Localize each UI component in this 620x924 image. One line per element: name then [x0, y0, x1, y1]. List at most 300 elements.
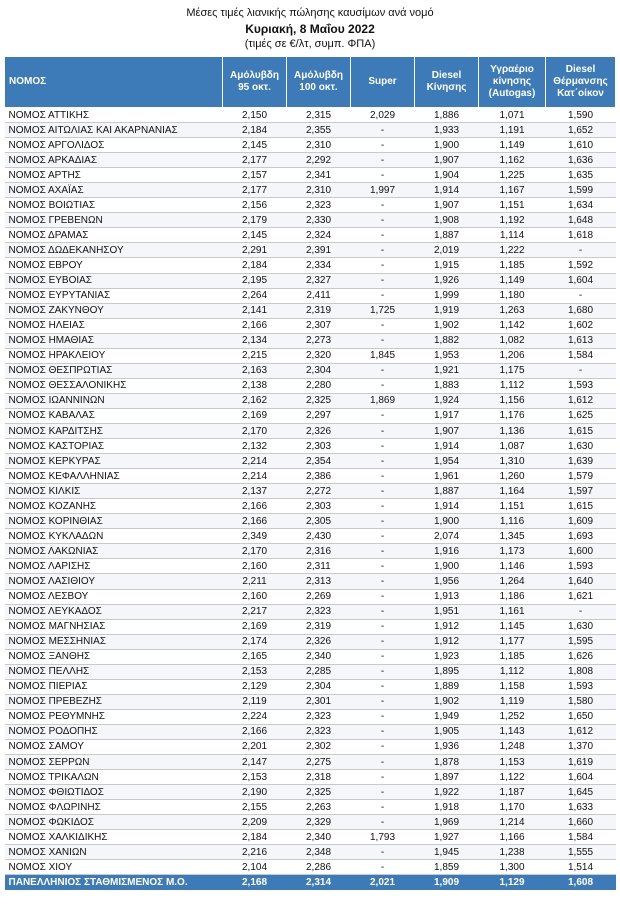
cell-unleaded-95: 2,174: [223, 634, 287, 649]
cell-unleaded-100: 2,323: [287, 724, 351, 739]
cell-nomos-name: ΝΟΜΟΣ ΡΟΔΟΠΗΣ: [5, 724, 223, 739]
cell-nomos-name: ΝΟΜΟΣ ΔΡΑΜΑΣ: [5, 228, 223, 243]
cell-heating-diesel: 1,680: [546, 303, 616, 318]
cell-heating-diesel: 1,599: [546, 183, 616, 198]
table-row: [5, 815, 616, 830]
cell-nomos-name: ΝΟΜΟΣ ΠΙΕΡΙΑΣ: [5, 679, 223, 694]
cell-super: -: [351, 604, 415, 619]
cell-super: -: [351, 529, 415, 544]
cell-autogas: 1,345: [479, 529, 546, 544]
cell-autogas: 1,071: [479, 108, 546, 123]
cell-autogas: 1,087: [479, 439, 546, 454]
cell-heating-diesel: 1,618: [546, 228, 616, 243]
cell-heating-diesel: 1,650: [546, 709, 616, 724]
table-row: [5, 845, 616, 860]
cell-heating-diesel: 1,615: [546, 499, 616, 514]
table-row: [5, 273, 616, 288]
cell-super: 2,029: [351, 108, 415, 123]
cell-diesel: 1,904: [415, 168, 479, 183]
cell-autogas: 1,158: [479, 679, 546, 694]
cell-unleaded-100: 2,302: [287, 739, 351, 754]
cell-unleaded-95: 2,184: [223, 830, 287, 845]
table-row: [5, 785, 616, 800]
cell-super: -: [351, 213, 415, 228]
table-header-row: [5, 57, 616, 108]
cell-super: -: [351, 574, 415, 589]
cell-unleaded-95: 2,349: [223, 529, 287, 544]
cell-unleaded-100: 2,323: [287, 604, 351, 619]
cell-nomos-name: ΝΟΜΟΣ ΜΕΣΣΗΝΙΑΣ: [5, 634, 223, 649]
cell-nomos-name: ΝΟΜΟΣ ΞΑΝΘΗΣ: [5, 649, 223, 664]
cell-unleaded-95: 2,291: [223, 243, 287, 258]
cell-heating-diesel: 1,609: [546, 514, 616, 529]
table-body: [5, 108, 616, 875]
cell-nomos-name: ΝΟΜΟΣ ΑΧΑΪΑΣ: [5, 183, 223, 198]
cell-unleaded-100: 2,286: [287, 860, 351, 875]
table-row: [5, 574, 616, 589]
cell-super: -: [351, 755, 415, 770]
cell-unleaded-95: 2,129: [223, 679, 287, 694]
cell-diesel: 1,956: [415, 574, 479, 589]
cell-heating-diesel: 1,592: [546, 258, 616, 273]
cell-nomos-name: ΝΟΜΟΣ ΛΑΚΩΝΙΑΣ: [5, 544, 223, 559]
table-row: [5, 694, 616, 709]
cell-autogas: 1,149: [479, 273, 546, 288]
cell-unleaded-100: 2,326: [287, 634, 351, 649]
table-row: [5, 454, 616, 469]
table-row: [5, 138, 616, 153]
cell-unleaded-100: 2,301: [287, 694, 351, 709]
cell-unleaded-95: 2,134: [223, 333, 287, 348]
cell-nomos-name: ΝΟΜΟΣ ΕΥΡΥΤΑΝΙΑΣ: [5, 288, 223, 303]
cell-autogas: 1,263: [479, 303, 546, 318]
cell-diesel: 1,908: [415, 213, 479, 228]
table-row: [5, 589, 616, 604]
cell-nomos-name: ΝΟΜΟΣ ΓΡΕΒΕΝΩΝ: [5, 213, 223, 228]
cell-diesel: 1,886: [415, 108, 479, 123]
cell-diesel: 1,907: [415, 423, 479, 438]
cell-unleaded-95: 2,264: [223, 288, 287, 303]
cell-autogas: 1,176: [479, 408, 546, 423]
cell-diesel: 1,895: [415, 664, 479, 679]
cell-heating-diesel: 1,612: [546, 724, 616, 739]
table-row: [5, 258, 616, 273]
cell-super: 1,997: [351, 183, 415, 198]
cell-super: -: [351, 243, 415, 258]
cell-unleaded-95: 2,201: [223, 739, 287, 754]
cell-unleaded-100: 2,280: [287, 378, 351, 393]
cell-autogas: 1,136: [479, 423, 546, 438]
cell-autogas: 1,166: [479, 830, 546, 845]
cell-unleaded-100: 2,305: [287, 514, 351, 529]
cell-nomos-name: ΝΟΜΟΣ ΑΡΚΑΔΙΑΣ: [5, 153, 223, 168]
cell-nomos-name: ΝΟΜΟΣ ΚΑΣΤΟΡΙΑΣ: [5, 439, 223, 454]
average-diesel: 1,909: [415, 875, 479, 891]
cell-nomos-name: ΝΟΜΟΣ ΡΕΘΥΜΝΗΣ: [5, 709, 223, 724]
cell-diesel: 1,999: [415, 288, 479, 303]
cell-diesel: 1,922: [415, 785, 479, 800]
cell-super: -: [351, 288, 415, 303]
table-row: [5, 439, 616, 454]
cell-diesel: 1,924: [415, 393, 479, 408]
cell-nomos-name: ΝΟΜΟΣ ΛΕΣΒΟΥ: [5, 589, 223, 604]
table-row: [5, 303, 616, 318]
cell-unleaded-95: 2,217: [223, 604, 287, 619]
cell-autogas: 1,225: [479, 168, 546, 183]
cell-heating-diesel: 1,610: [546, 138, 616, 153]
cell-super: -: [351, 138, 415, 153]
cell-diesel: 1,914: [415, 183, 479, 198]
cell-diesel: 1,969: [415, 815, 479, 830]
cell-super: 1,845: [351, 348, 415, 363]
cell-diesel: 1,897: [415, 770, 479, 785]
cell-diesel: 1,921: [415, 363, 479, 378]
cell-autogas: 1,156: [479, 393, 546, 408]
cell-nomos-name: ΝΟΜΟΣ ΙΩΑΝΝΙΝΩΝ: [5, 393, 223, 408]
cell-super: -: [351, 815, 415, 830]
cell-autogas: 1,142: [479, 318, 546, 333]
table-row: [5, 860, 616, 875]
cell-unleaded-95: 2,211: [223, 574, 287, 589]
cell-unleaded-100: 2,430: [287, 529, 351, 544]
cell-diesel: 1,949: [415, 709, 479, 724]
cell-heating-diesel: 1,584: [546, 830, 616, 845]
cell-diesel: 1,953: [415, 348, 479, 363]
cell-heating-diesel: 1,580: [546, 694, 616, 709]
cell-heating-diesel: -: [546, 288, 616, 303]
cell-autogas: 1,206: [479, 348, 546, 363]
table-row: [5, 333, 616, 348]
cell-super: -: [351, 469, 415, 484]
cell-unleaded-100: 2,313: [287, 574, 351, 589]
cell-unleaded-100: 2,318: [287, 770, 351, 785]
cell-nomos-name: ΝΟΜΟΣ ΦΩΚΙΔΟΣ: [5, 815, 223, 830]
cell-heating-diesel: -: [546, 243, 616, 258]
cell-diesel: 1,936: [415, 739, 479, 754]
cell-unleaded-100: 2,355: [287, 123, 351, 138]
cell-nomos-name: ΝΟΜΟΣ ΛΕΥΚΑΔΟΣ: [5, 604, 223, 619]
cell-unleaded-100: 2,316: [287, 544, 351, 559]
cell-unleaded-95: 2,162: [223, 393, 287, 408]
cell-nomos-name: ΝΟΜΟΣ ΔΩΔΕΚΑΝΗΣΟΥ: [5, 243, 223, 258]
cell-nomos-name: ΝΟΜΟΣ ΚΑΒΑΛΑΣ: [5, 408, 223, 423]
cell-autogas: 1,187: [479, 785, 546, 800]
cell-unleaded-95: 2,138: [223, 378, 287, 393]
cell-super: -: [351, 845, 415, 860]
cell-diesel: 1,923: [415, 649, 479, 664]
cell-unleaded-100: 2,386: [287, 469, 351, 484]
cell-super: -: [351, 408, 415, 423]
cell-autogas: 1,260: [479, 469, 546, 484]
cell-super: -: [351, 273, 415, 288]
cell-autogas: 1,167: [479, 183, 546, 198]
cell-nomos-name: ΝΟΜΟΣ ΘΕΣΣΑΛΟΝΙΚΗΣ: [5, 378, 223, 393]
cell-unleaded-95: 2,160: [223, 559, 287, 574]
cell-unleaded-95: 2,165: [223, 649, 287, 664]
table-row: [5, 529, 616, 544]
cell-nomos-name: ΝΟΜΟΣ ΠΡΕΒΕΖΗΣ: [5, 694, 223, 709]
cell-unleaded-95: 2,190: [223, 785, 287, 800]
cell-diesel: 1,951: [415, 604, 479, 619]
cell-unleaded-100: 2,319: [287, 619, 351, 634]
cell-heating-diesel: 1,621: [546, 589, 616, 604]
column-header-nomos: ΝΟΜΟΣ: [5, 57, 223, 108]
column-header-autogas: Υγραέριο κίνησης (Autogas): [479, 57, 546, 108]
cell-unleaded-100: 2,323: [287, 709, 351, 724]
cell-unleaded-95: 2,153: [223, 770, 287, 785]
cell-unleaded-95: 2,163: [223, 363, 287, 378]
cell-unleaded-95: 2,119: [223, 694, 287, 709]
cell-diesel: 1,905: [415, 724, 479, 739]
table-row: [5, 228, 616, 243]
cell-unleaded-95: 2,141: [223, 303, 287, 318]
cell-unleaded-100: 2,391: [287, 243, 351, 258]
table-row: [5, 770, 616, 785]
cell-diesel: 1,900: [415, 559, 479, 574]
report-title: Μέσες τιμές λιανικής πώλησης καυσίμων ανά νομό: [186, 7, 434, 19]
cell-unleaded-95: 2,153: [223, 664, 287, 679]
cell-unleaded-100: 2,325: [287, 785, 351, 800]
cell-autogas: 1,185: [479, 649, 546, 664]
average-autogas: 1,129: [479, 875, 546, 891]
table-row: [5, 709, 616, 724]
cell-autogas: 1,180: [479, 288, 546, 303]
cell-diesel: 1,927: [415, 830, 479, 845]
table-row: [5, 739, 616, 754]
column-header-heating-diesel: Diesel Θέρμανσης Κατ΄οίκον: [546, 57, 616, 108]
cell-autogas: 1,192: [479, 213, 546, 228]
table-row: [5, 213, 616, 228]
table-row: [5, 559, 616, 574]
cell-unleaded-100: 2,304: [287, 679, 351, 694]
cell-autogas: 1,114: [479, 228, 546, 243]
cell-heating-diesel: 1,555: [546, 845, 616, 860]
cell-super: -: [351, 484, 415, 499]
cell-heating-diesel: 1,648: [546, 213, 616, 228]
cell-nomos-name: ΝΟΜΟΣ ΜΑΓΝΗΣΙΑΣ: [5, 619, 223, 634]
cell-diesel: 1,913: [415, 589, 479, 604]
cell-super: -: [351, 423, 415, 438]
cell-heating-diesel: 1,615: [546, 423, 616, 438]
cell-nomos-name: ΝΟΜΟΣ ΚΥΚΛΑΔΩΝ: [5, 529, 223, 544]
cell-autogas: 1,151: [479, 198, 546, 213]
cell-unleaded-95: 2,166: [223, 318, 287, 333]
cell-super: -: [351, 544, 415, 559]
cell-super: -: [351, 589, 415, 604]
cell-unleaded-100: 2,297: [287, 408, 351, 423]
table-row: [5, 830, 616, 845]
cell-super: -: [351, 619, 415, 634]
cell-autogas: 1,310: [479, 454, 546, 469]
cell-unleaded-95: 2,170: [223, 544, 287, 559]
cell-heating-diesel: -: [546, 363, 616, 378]
cell-nomos-name: ΝΟΜΟΣ ΚΕΡΚΥΡΑΣ: [5, 454, 223, 469]
cell-heating-diesel: -: [546, 604, 616, 619]
cell-unleaded-100: 2,311: [287, 559, 351, 574]
cell-unleaded-100: 2,329: [287, 815, 351, 830]
cell-nomos-name: ΝΟΜΟΣ ΧΑΛΚΙΔΙΚΗΣ: [5, 830, 223, 845]
cell-unleaded-100: 2,323: [287, 198, 351, 213]
cell-autogas: 1,119: [479, 694, 546, 709]
table-row: [5, 378, 616, 393]
cell-diesel: 1,883: [415, 378, 479, 393]
cell-nomos-name: ΝΟΜΟΣ ΑΡΓΟΛΙΔΟΣ: [5, 138, 223, 153]
table-row: [5, 423, 616, 438]
cell-unleaded-100: 2,330: [287, 213, 351, 228]
table-row: [5, 724, 616, 739]
cell-autogas: 1,162: [479, 153, 546, 168]
cell-nomos-name: ΝΟΜΟΣ ΑΤΤΙΚΗΣ: [5, 108, 223, 123]
cell-diesel: 1,878: [415, 755, 479, 770]
cell-unleaded-100: 2,348: [287, 845, 351, 860]
table-row: [5, 679, 616, 694]
cell-heating-diesel: 1,808: [546, 664, 616, 679]
average-unleaded-100: 2,314: [287, 875, 351, 891]
cell-unleaded-95: 2,104: [223, 860, 287, 875]
cell-super: -: [351, 363, 415, 378]
cell-unleaded-100: 2,315: [287, 108, 351, 123]
cell-heating-diesel: 1,593: [546, 679, 616, 694]
cell-super: -: [351, 439, 415, 454]
cell-autogas: 1,252: [479, 709, 546, 724]
cell-unleaded-95: 2,169: [223, 408, 287, 423]
cell-unleaded-95: 2,184: [223, 123, 287, 138]
cell-unleaded-95: 2,169: [223, 619, 287, 634]
cell-heating-diesel: 1,604: [546, 770, 616, 785]
average-super: 2,021: [351, 875, 415, 891]
cell-super: -: [351, 198, 415, 213]
cell-unleaded-95: 2,177: [223, 153, 287, 168]
cell-nomos-name: ΝΟΜΟΣ ΚΟΖΑΝΗΣ: [5, 499, 223, 514]
table-row: [5, 484, 616, 499]
cell-super: -: [351, 378, 415, 393]
cell-unleaded-100: 2,324: [287, 228, 351, 243]
cell-nomos-name: ΝΟΜΟΣ ΕΥΒΟΙΑΣ: [5, 273, 223, 288]
cell-heating-diesel: 1,660: [546, 815, 616, 830]
cell-heating-diesel: 1,636: [546, 153, 616, 168]
cell-autogas: 1,161: [479, 604, 546, 619]
cell-super: -: [351, 318, 415, 333]
cell-heating-diesel: 1,652: [546, 123, 616, 138]
cell-unleaded-100: 2,320: [287, 348, 351, 363]
cell-diesel: 1,887: [415, 228, 479, 243]
cell-diesel: 1,915: [415, 258, 479, 273]
cell-autogas: 1,186: [479, 589, 546, 604]
cell-nomos-name: ΝΟΜΟΣ ΧΙΟΥ: [5, 860, 223, 875]
cell-unleaded-100: 2,411: [287, 288, 351, 303]
cell-unleaded-95: 2,184: [223, 258, 287, 273]
cell-autogas: 1,170: [479, 800, 546, 815]
table-row: [5, 168, 616, 183]
cell-unleaded-100: 2,263: [287, 800, 351, 815]
cell-heating-diesel: 1,590: [546, 108, 616, 123]
cell-nomos-name: ΝΟΜΟΣ ΛΑΡΙΣΗΣ: [5, 559, 223, 574]
cell-diesel: 1,933: [415, 123, 479, 138]
cell-heating-diesel: 1,597: [546, 484, 616, 499]
cell-super: -: [351, 724, 415, 739]
cell-autogas: 1,185: [479, 258, 546, 273]
cell-diesel: 1,887: [415, 484, 479, 499]
cell-nomos-name: ΝΟΜΟΣ ΚΟΡΙΝΘΙΑΣ: [5, 514, 223, 529]
cell-autogas: 1,151: [479, 499, 546, 514]
cell-autogas: 1,177: [479, 634, 546, 649]
cell-diesel: 1,900: [415, 138, 479, 153]
cell-unleaded-100: 2,319: [287, 303, 351, 318]
table-row: [5, 649, 616, 664]
cell-super: -: [351, 333, 415, 348]
column-header-unleaded-95: Αμόλυβδη 95 οκτ.: [223, 57, 287, 108]
cell-unleaded-95: 2,166: [223, 499, 287, 514]
cell-nomos-name: ΝΟΜΟΣ ΗΜΑΘΙΑΣ: [5, 333, 223, 348]
cell-autogas: 1,222: [479, 243, 546, 258]
cell-super: 1,793: [351, 830, 415, 845]
cell-unleaded-95: 2,147: [223, 755, 287, 770]
cell-unleaded-95: 2,132: [223, 439, 287, 454]
cell-unleaded-95: 2,195: [223, 273, 287, 288]
cell-diesel: 1,912: [415, 619, 479, 634]
cell-nomos-name: ΝΟΜΟΣ ΘΕΣΠΡΩΤΙΑΣ: [5, 363, 223, 378]
cell-nomos-name: ΝΟΜΟΣ ΖΑΚΥΝΘΟΥ: [5, 303, 223, 318]
cell-heating-diesel: 1,613: [546, 333, 616, 348]
cell-super: -: [351, 168, 415, 183]
cell-super: -: [351, 228, 415, 243]
cell-autogas: 1,164: [479, 484, 546, 499]
fuel-price-table: [4, 56, 616, 890]
table-row: [5, 408, 616, 423]
average-label: ΠΑΝΕΛΛΗΝΙΟΣ ΣΤΑΘΜΙΣΜΕΝΟΣ Μ.Ο.: [5, 875, 223, 891]
cell-heating-diesel: 1,635: [546, 168, 616, 183]
cell-autogas: 1,214: [479, 815, 546, 830]
cell-unleaded-100: 2,334: [287, 258, 351, 273]
cell-heating-diesel: 1,579: [546, 469, 616, 484]
cell-super: -: [351, 559, 415, 574]
cell-unleaded-95: 2,166: [223, 514, 287, 529]
table-row: [5, 348, 616, 363]
cell-nomos-name: ΝΟΜΟΣ ΦΛΩΡΙΝΗΣ: [5, 800, 223, 815]
cell-super: -: [351, 709, 415, 724]
cell-diesel: 1,902: [415, 694, 479, 709]
cell-unleaded-100: 2,327: [287, 273, 351, 288]
table-row: [5, 755, 616, 770]
cell-diesel: 1,907: [415, 198, 479, 213]
cell-diesel: 1,917: [415, 408, 479, 423]
cell-diesel: 1,954: [415, 454, 479, 469]
cell-unleaded-100: 2,341: [287, 168, 351, 183]
column-header-diesel: Diesel Κίνησης: [415, 57, 479, 108]
cell-super: -: [351, 123, 415, 138]
table-row: [5, 183, 616, 198]
cell-unleaded-100: 2,273: [287, 333, 351, 348]
cell-autogas: 1,300: [479, 860, 546, 875]
cell-unleaded-100: 2,292: [287, 153, 351, 168]
cell-unleaded-95: 2,216: [223, 845, 287, 860]
cell-unleaded-95: 2,157: [223, 168, 287, 183]
cell-heating-diesel: 1,604: [546, 273, 616, 288]
cell-diesel: 1,907: [415, 153, 479, 168]
table-row: [5, 123, 616, 138]
cell-heating-diesel: 1,602: [546, 318, 616, 333]
cell-autogas: 1,238: [479, 845, 546, 860]
cell-unleaded-95: 2,214: [223, 469, 287, 484]
cell-diesel: 1,918: [415, 800, 479, 815]
cell-unleaded-100: 2,325: [287, 393, 351, 408]
cell-unleaded-100: 2,303: [287, 439, 351, 454]
cell-heating-diesel: 1,612: [546, 393, 616, 408]
cell-nomos-name: ΝΟΜΟΣ ΑΙΤΩΛΙΑΣ ΚΑΙ ΑΚΑΡΝΑΝΙΑΣ: [5, 123, 223, 138]
cell-unleaded-100: 2,304: [287, 363, 351, 378]
table-row: [5, 544, 616, 559]
cell-heating-diesel: 1,639: [546, 454, 616, 469]
